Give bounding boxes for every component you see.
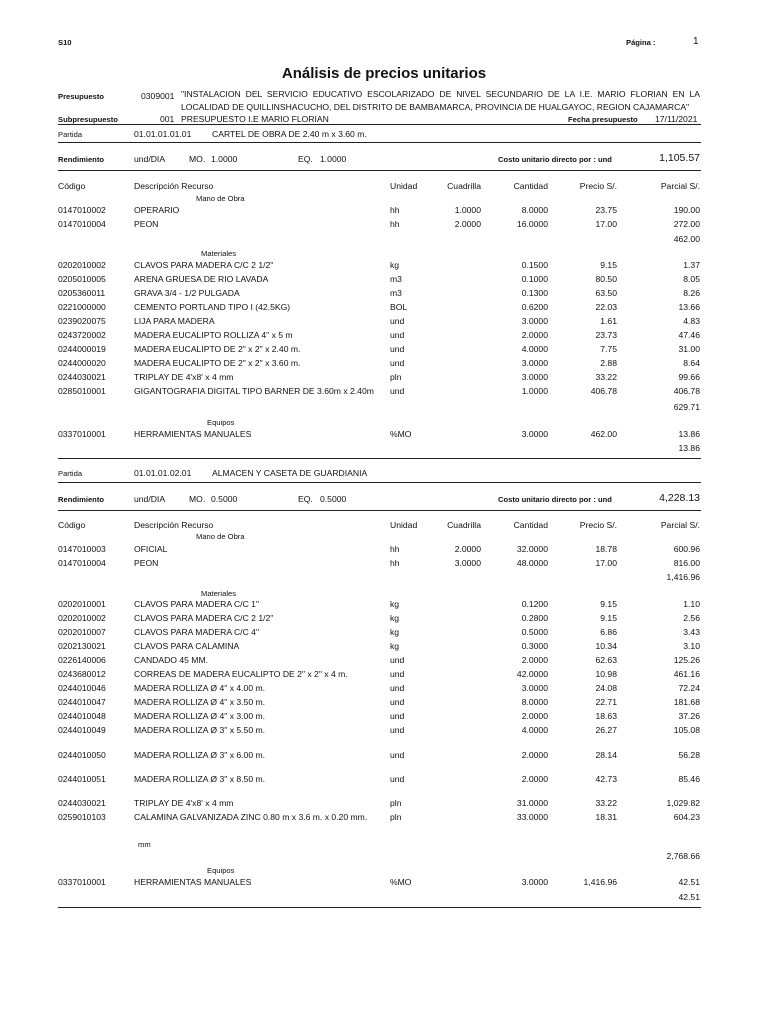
row-descripcion: MADERA ROLLIZA Ø 3" x 6.00 m.	[134, 750, 266, 760]
divider	[58, 482, 701, 483]
row-precio: 17.00	[595, 558, 617, 568]
divider	[58, 124, 701, 125]
row-precio: 17.00	[595, 219, 617, 229]
row-cantidad: 0.6200	[521, 302, 548, 312]
row-parcial: 406.78	[673, 386, 700, 396]
subpresupuesto-label: Subpresupuesto	[58, 115, 118, 124]
row-descripcion: OFICIAL	[134, 544, 168, 554]
row-unidad: und	[390, 711, 405, 721]
row-parcial: 3.43	[683, 627, 700, 637]
row-cantidad: 16.0000	[516, 219, 548, 229]
row-unidad: kg	[390, 613, 400, 623]
section-mano-obra: Mano de Obra	[196, 194, 245, 203]
row-unidad: und	[390, 655, 405, 665]
row-precio: 28.14	[595, 750, 617, 760]
section-materiales: Materiales	[201, 249, 237, 258]
row-parcial: 8.26	[683, 288, 700, 298]
row-cantidad: 3.0000	[521, 358, 548, 368]
row-codigo: 0244010049	[58, 725, 106, 735]
mo-label: MO.	[189, 154, 206, 164]
row-cantidad: 0.1200	[521, 599, 548, 609]
row-codigo: 0147010003	[58, 544, 106, 554]
row-cantidad: 33.0000	[516, 812, 548, 822]
rendimiento-label: Rendimiento	[58, 155, 104, 164]
row-cantidad: 0.5000	[521, 627, 548, 637]
divider	[58, 907, 701, 908]
row-descripcion: MADERA ROLLIZA Ø 4" x 4.00 m.	[134, 683, 266, 693]
row-codigo: 0239020075	[58, 316, 106, 326]
row-unidad: und	[390, 774, 405, 784]
row-descripcion: PEON	[134, 558, 159, 568]
row-codigo: 0202010001	[58, 599, 106, 609]
row-codigo: 0202010002	[58, 613, 106, 623]
row-parcial: 13.86	[678, 429, 700, 439]
row-cantidad: 3.0000	[521, 316, 548, 326]
row-precio: 1.61	[600, 316, 617, 326]
row-unidad: pln	[390, 798, 402, 808]
rendimiento-unit: und/DIA	[134, 154, 166, 164]
row-parcial: 4.83	[683, 316, 700, 326]
row-cuadrilla: 2.0000	[454, 544, 481, 554]
row-descripcion: HERRAMIENTAS MANUALES	[134, 429, 252, 439]
costo-label: Costo unitario directo por : und	[498, 155, 612, 164]
col-codigo: Código	[58, 520, 86, 530]
row-precio: 9.15	[600, 613, 617, 623]
materiales-note: mm	[138, 840, 151, 849]
row-cuadrilla: 2.0000	[454, 219, 481, 229]
col-cuadrilla: Cuadrilla	[447, 181, 481, 191]
row-precio: 18.31	[595, 812, 617, 822]
row-descripcion: CLAVOS PARA MADERA C/C 1"	[134, 599, 259, 609]
row-precio: 62.63	[595, 655, 617, 665]
row-parcial: 600.96	[673, 544, 700, 554]
row-unidad: und	[390, 697, 405, 707]
subtotal: 629.71	[673, 402, 700, 412]
row-parcial: 125.26	[673, 655, 700, 665]
fecha-value: 17/11/2021	[655, 114, 698, 124]
fecha-label: Fecha presupuesto	[568, 115, 638, 124]
partida-code: 01.01.01.02.01	[134, 468, 192, 478]
row-unidad: pln	[390, 812, 402, 822]
row-precio: 2.88	[600, 358, 617, 368]
row-codigo: 0337010001	[58, 429, 106, 439]
row-descripcion: CALAMINA GALVANIZADA ZINC 0.80 m x 3.6 m. x 0.20 mm.	[134, 812, 368, 822]
row-cantidad: 2.0000	[521, 774, 548, 784]
costo-value: 4,228.13	[659, 492, 700, 504]
row-codigo: 0244000019	[58, 344, 106, 354]
row-codigo: 0221000000	[58, 302, 106, 312]
row-descripcion: MADERA ROLLIZA Ø 3" x 8.50 m.	[134, 774, 266, 784]
row-parcial: 190.00	[673, 205, 700, 215]
row-codigo: 0205360011	[58, 288, 106, 298]
row-unidad: kg	[390, 599, 400, 609]
row-unidad: kg	[390, 641, 400, 651]
eq-label: EQ.	[298, 494, 313, 504]
eq-label: EQ.	[298, 154, 313, 164]
row-descripcion: CORREAS DE MADERA EUCALIPTO DE 2" x 2" x 4 m.	[134, 669, 348, 679]
presupuesto-description: "INSTALACION DEL SERVICIO EDUCATIVO ESCOLARIZADO DE NIVEL SECUNDARIO DE LA I.E. MARIO FLORIAN EN LA LOCALIDAD DE QUILLINSHACUCHO, DEL DISTRITO DE BAMBAMARCA, PROVINCIA DE HUALGAYOC, REGION CAJAMARCA"	[181, 89, 700, 112]
row-descripcion: ARENA GRUESA DE RIO LAVADA	[134, 274, 269, 284]
page-title: Análisis de precios unitarios	[281, 65, 487, 82]
row-descripcion: MADERA EUCALIPTO DE 2" x 2" x 3.60 m.	[134, 358, 301, 368]
row-unidad: %MO	[390, 877, 412, 887]
row-precio: 33.22	[595, 372, 617, 382]
row-descripcion: GIGANTOGRAFIA DIGITAL TIPO BARNER DE 3.60m x 2.40m	[134, 386, 374, 396]
row-codigo: 0226140006	[58, 655, 106, 665]
row-parcial: 604.23	[673, 812, 700, 822]
section-equipos: Equipos	[207, 418, 235, 427]
section-mano-obra: Mano de Obra	[196, 532, 245, 541]
subtotal: 42.51	[678, 892, 700, 902]
row-cantidad: 48.0000	[516, 558, 548, 568]
partida-name: CARTEL DE OBRA DE 2.40 m x 3.60 m.	[212, 129, 367, 139]
row-cantidad: 4.0000	[521, 725, 548, 735]
row-cantidad: 32.0000	[516, 544, 548, 554]
row-precio: 18.78	[595, 544, 617, 554]
presupuesto-label: Presupuesto	[58, 92, 104, 101]
col-codigo: Código	[58, 181, 86, 191]
row-cantidad: 3.0000	[521, 429, 548, 439]
row-precio: 406.78	[590, 386, 617, 396]
row-parcial: 1.37	[683, 260, 700, 270]
row-codigo: 0244000020	[58, 358, 106, 368]
row-parcial: 181.68	[673, 697, 700, 707]
row-codigo: 0244010050	[58, 750, 106, 760]
row-parcial: 99.66	[678, 372, 700, 382]
row-cantidad: 4.0000	[521, 344, 548, 354]
row-parcial: 72.24	[678, 683, 700, 693]
row-descripcion: OPERARIO	[134, 205, 180, 215]
row-cuadrilla: 3.0000	[454, 558, 481, 568]
row-parcial: 3.10	[683, 641, 700, 651]
costo-label: Costo unitario directo por : und	[498, 495, 612, 504]
row-precio: 33.22	[595, 798, 617, 808]
row-parcial: 8.05	[683, 274, 700, 284]
row-parcial: 461.16	[673, 669, 700, 679]
row-codigo: 0244010048	[58, 711, 106, 721]
row-parcial: 47.46	[678, 330, 700, 340]
row-precio: 9.15	[600, 260, 617, 270]
row-codigo: 0244010046	[58, 683, 106, 693]
col-unidad: Unidad	[390, 520, 418, 530]
row-unidad: hh	[390, 219, 400, 229]
section-equipos: Equipos	[207, 866, 235, 875]
row-unidad: pln	[390, 372, 402, 382]
row-cantidad: 0.1000	[521, 274, 548, 284]
partida-code: 01.01.01.01.01	[134, 129, 192, 139]
row-codigo: 0202010007	[58, 627, 106, 637]
row-descripcion: CLAVOS PARA MADERA C/C 4"	[134, 627, 259, 637]
row-unidad: BOL	[390, 302, 408, 312]
row-parcial: 816.00	[673, 558, 700, 568]
subtotal: 13.86	[678, 443, 700, 453]
col-parcial: Parcial S/.	[660, 520, 700, 530]
row-precio: 22.03	[595, 302, 617, 312]
col-descripcion: Descripción Recurso	[134, 520, 214, 530]
row-parcial: 31.00	[678, 344, 700, 354]
row-precio: 42.73	[595, 774, 617, 784]
row-descripcion: MADERA ROLLIZA Ø 3" x 5.50 m.	[134, 725, 266, 735]
row-codigo: 0202010002	[58, 260, 106, 270]
row-descripcion: HERRAMIENTAS MANUALES	[134, 877, 252, 887]
row-precio: 1,416.96	[583, 877, 617, 887]
divider	[58, 170, 701, 171]
divider	[58, 510, 701, 511]
row-codigo: 0243680012	[58, 669, 106, 679]
subpresupuesto-description: PRESUPUESTO I.E MARIO FLORIAN	[181, 114, 329, 124]
row-precio: 63.50	[595, 288, 617, 298]
row-precio: 10.98	[595, 669, 617, 679]
eq-value: 0.5000	[320, 494, 347, 504]
page-label: Página :	[626, 38, 656, 47]
presupuesto-code: 0309001	[141, 91, 175, 101]
mo-value: 0.5000	[211, 494, 238, 504]
row-cantidad: 8.0000	[521, 697, 548, 707]
costo-value: 1,105.57	[659, 152, 700, 164]
row-cantidad: 1.0000	[521, 386, 548, 396]
row-precio: 80.50	[595, 274, 617, 284]
col-cantidad: Cantidad	[513, 181, 548, 191]
row-unidad: und	[390, 669, 405, 679]
row-parcial: 56.28	[678, 750, 700, 760]
row-unidad: und	[390, 316, 405, 326]
row-cantidad: 2.0000	[521, 750, 548, 760]
col-descripcion: Descripción Recurso	[134, 181, 214, 191]
row-cantidad: 3.0000	[521, 877, 548, 887]
row-parcial: 1,029.82	[666, 798, 700, 808]
row-cantidad: 2.0000	[521, 711, 548, 721]
row-descripcion: CANDADO 45 MM.	[134, 655, 209, 665]
row-unidad: %MO	[390, 429, 412, 439]
row-precio: 10.34	[595, 641, 617, 651]
row-descripcion: CEMENTO PORTLAND TIPO I (42.5KG)	[134, 302, 291, 312]
row-codigo: 0147010004	[58, 558, 106, 568]
row-parcial: 2.56	[683, 613, 700, 623]
row-precio: 24.08	[595, 683, 617, 693]
row-cantidad: 0.1300	[521, 288, 548, 298]
row-descripcion: MADERA ROLLIZA Ø 4" x 3.50 m.	[134, 697, 266, 707]
rendimiento-label: Rendimiento	[58, 495, 104, 504]
subtotal: 2,768.66	[666, 851, 700, 861]
row-parcial: 272.00	[673, 219, 700, 229]
row-unidad: hh	[390, 544, 400, 554]
row-codigo: 0202130021	[58, 641, 106, 651]
row-descripcion: CLAVOS PARA CALAMINA	[134, 641, 240, 651]
rendimiento-unit: und/DIA	[134, 494, 166, 504]
row-parcial: 13.66	[678, 302, 700, 312]
page-number: 1	[693, 36, 699, 47]
row-codigo: 0243720002	[58, 330, 106, 340]
row-cantidad: 8.0000	[521, 205, 548, 215]
partida-name: ALMACEN Y CASETA DE GUARDIANIA	[212, 468, 368, 478]
mo-value: 1.0000	[211, 154, 238, 164]
row-codigo: 0147010002	[58, 205, 106, 215]
row-codigo: 0285010001	[58, 386, 106, 396]
row-unidad: und	[390, 386, 405, 396]
col-cuadrilla: Cuadrilla	[447, 520, 481, 530]
row-unidad: hh	[390, 205, 400, 215]
divider	[58, 142, 701, 143]
row-cuadrilla: 1.0000	[454, 205, 481, 215]
row-unidad: m3	[390, 274, 402, 284]
row-precio: 26.27	[595, 725, 617, 735]
row-parcial: 85.46	[678, 774, 700, 784]
row-descripcion: MADERA ROLLIZA Ø 4" x 3.00 m.	[134, 711, 266, 721]
col-cantidad: Cantidad	[513, 520, 548, 530]
row-cantidad: 2.0000	[521, 330, 548, 340]
partida-label: Partida	[58, 469, 83, 478]
row-unidad: und	[390, 330, 405, 340]
row-descripcion: LIJA PARA MADERA	[134, 316, 215, 326]
row-unidad: hh	[390, 558, 400, 568]
row-codigo: 0244030021	[58, 798, 106, 808]
row-unidad: und	[390, 358, 405, 368]
row-cantidad: 0.3000	[521, 641, 548, 651]
row-codigo: 0244010047	[58, 697, 106, 707]
row-codigo: 0147010004	[58, 219, 106, 229]
divider	[58, 458, 701, 459]
row-cantidad: 31.0000	[516, 798, 548, 808]
row-precio: 23.75	[595, 205, 617, 215]
col-precio: Precio S/.	[579, 520, 617, 530]
subtotal: 1,416.96	[666, 572, 700, 582]
row-codigo: 0244030021	[58, 372, 106, 382]
col-precio: Precio S/.	[579, 181, 617, 191]
row-precio: 7.75	[600, 344, 617, 354]
row-codigo: 0244010051	[58, 774, 106, 784]
row-parcial: 37.26	[678, 711, 700, 721]
row-parcial: 42.51	[678, 877, 700, 887]
row-parcial: 105.08	[673, 725, 700, 735]
row-descripcion: MADERA EUCALIPTO DE 2" x 2" x 2.40 m.	[134, 344, 301, 354]
row-unidad: kg	[390, 260, 400, 270]
row-precio: 18.63	[595, 711, 617, 721]
col-unidad: Unidad	[390, 181, 418, 191]
row-descripcion: TRIPLAY DE 4'x8' x 4 mm	[134, 372, 234, 382]
row-cantidad: 0.1500	[521, 260, 548, 270]
row-codigo: 0337010001	[58, 877, 106, 887]
row-precio: 9.15	[600, 599, 617, 609]
row-cantidad: 42.0000	[516, 669, 548, 679]
subpresupuesto-code: 001	[160, 114, 175, 124]
row-parcial: 1.10	[683, 599, 700, 609]
report-code: S10	[58, 38, 72, 47]
subtotal: 462.00	[673, 234, 700, 244]
row-precio: 6.86	[600, 627, 617, 637]
row-codigo: 0205010005	[58, 274, 106, 284]
row-codigo: 0259010103	[58, 812, 106, 822]
row-descripcion: PEON	[134, 219, 159, 229]
row-cantidad: 3.0000	[521, 372, 548, 382]
row-unidad: und	[390, 725, 405, 735]
eq-value: 1.0000	[320, 154, 347, 164]
col-parcial: Parcial S/.	[660, 181, 700, 191]
row-cantidad: 3.0000	[521, 683, 548, 693]
row-descripcion: CLAVOS PARA MADERA C/C 2 1/2"	[134, 613, 274, 623]
row-precio: 23.73	[595, 330, 617, 340]
section-materiales: Materiales	[201, 589, 237, 598]
row-parcial: 8.64	[683, 358, 700, 368]
row-cantidad: 2.0000	[521, 655, 548, 665]
row-descripcion: MADERA EUCALIPTO ROLLIZA 4" x 5 m	[134, 330, 293, 340]
row-unidad: und	[390, 750, 405, 760]
row-descripcion: TRIPLAY DE 4'x8' x 4 mm	[134, 798, 234, 808]
partida-label: Partida	[58, 130, 83, 139]
row-descripcion: CLAVOS PARA MADERA C/C 2 1/2"	[134, 260, 274, 270]
row-cantidad: 0.2800	[521, 613, 548, 623]
row-unidad: und	[390, 344, 405, 354]
row-unidad: m3	[390, 288, 402, 298]
row-unidad: kg	[390, 627, 400, 637]
row-precio: 462.00	[590, 429, 617, 439]
row-precio: 22.71	[595, 697, 617, 707]
mo-label: MO.	[189, 494, 206, 504]
row-unidad: und	[390, 683, 405, 693]
row-descripcion: GRAVA 3/4 - 1/2 PULGADA	[134, 288, 240, 298]
